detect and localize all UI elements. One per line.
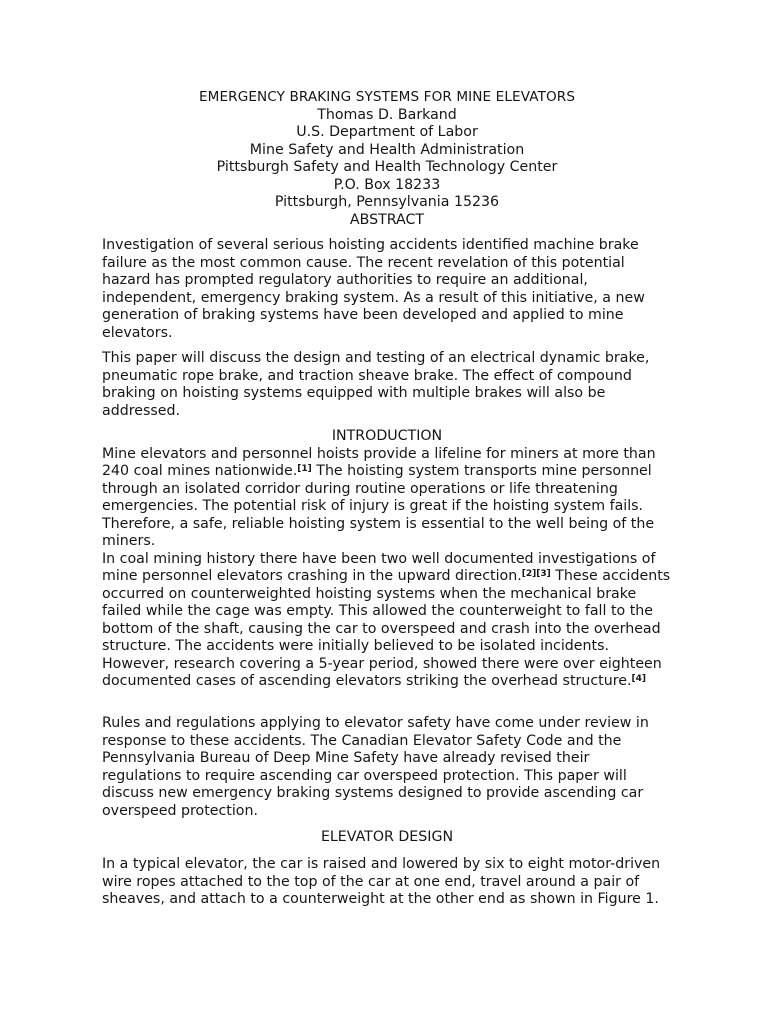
elevator-design-paragraph: In a typical elevator, the car is raised and lowered by six to eight motor-driven wire ropes attached to the top of the car at one end, travel around a pair of sheaves, and attach to a counterweight at the other end as shown in Figure 1. [102, 856, 661, 907]
paragraph-text: These accidents occurred on counterweighted hoisting systems when the mechanical brake failed while the cage was empty. This allowed the counterweight to fall to the bottom of the shaft, causing the car to overspeed and crash into the overhead structure. The accidents were initially believed to be isolated incidents. However, research covering a 5-year period, showed there were over eighteen documented cases of ascending elevators striking the overhead structure. [102, 568, 671, 689]
affiliation-line: U.S. Department of Labor [296, 124, 478, 140]
introduction-paragraph [102, 446, 672, 551]
paragraph-text: The hoisting system transports mine personnel through an isolated corridor during routine operations or life threatening emergencies. The potential risk of injury is great if the hoisting system fails. Therefore, a safe, reliable hoisting system is essential to the well being of the miners. [102, 463, 655, 549]
citation-ref: [1] [297, 464, 312, 474]
elevator-design-section [102, 829, 672, 847]
abstract-section-2 [102, 350, 672, 420]
citation-ref: [2][3] [521, 569, 551, 579]
paragraph-text: Mine elevators and personnel hoists provide a lifeline for miners at more than 240 coal mines nationwide. [102, 445, 656, 479]
introduction-heading: INTRODUCTION [331, 428, 443, 444]
elevator-design-heading: ELEVATOR DESIGN [320, 829, 454, 845]
paper-title: EMERGENCY BRAKING SYSTEMS FOR MINE ELEVATORS [198, 89, 576, 105]
regulations-paragraph: Rules and regulations applying to elevator safety have come under review in response to these accidents. The Canadian Elevator Safety Code and the Pennsylvania Bureau of Deep Mine Safety have already revised their regulations to require ascending car overspeed protection. This paper will discuss new emergency braking systems designed to provide ascending car overspeed protection. [102, 715, 649, 819]
paragraph-text: In coal mining history there have been two well documented investigations of mine personnel elevators crashing in the upward direction. [102, 550, 656, 584]
affiliation-line: Mine Safety and Health Administration [249, 141, 525, 158]
regulations-section [102, 715, 672, 820]
introduction-section [102, 428, 672, 691]
abstract-section [102, 237, 672, 342]
paper-header [102, 89, 672, 229]
elevator-design-body [102, 856, 672, 909]
affiliation-line: P.O. Box 18233 [333, 176, 441, 193]
author-name: Thomas D. Barkand [317, 106, 457, 123]
affiliation-line: Pittsburgh, Pennsylvania 15236 [274, 194, 500, 210]
abstract-heading: ABSTRACT [349, 211, 425, 228]
citation-ref: [4] [631, 674, 646, 684]
introduction-paragraph [102, 551, 672, 691]
affiliation-line: Pittsburgh Safety and Health Technology Center [216, 159, 558, 175]
abstract-paragraph: Investigation of several serious hoisting accidents identified machine brake failure as the most common cause. The recent revelation of this potential hazard has prompted regulatory authorities to require an additional, independent, emergency braking system. As a result of this initiative, a new generation of braking systems have been developed and applied to mine elevators. [102, 237, 645, 341]
abstract-paragraph: This paper will discuss the design and testing of an electrical dynamic brake, pneumatic rope brake, and traction sheave brake. The effect of compound braking on hoisting systems equipped with multiple brakes will also be addressed. [102, 350, 650, 419]
